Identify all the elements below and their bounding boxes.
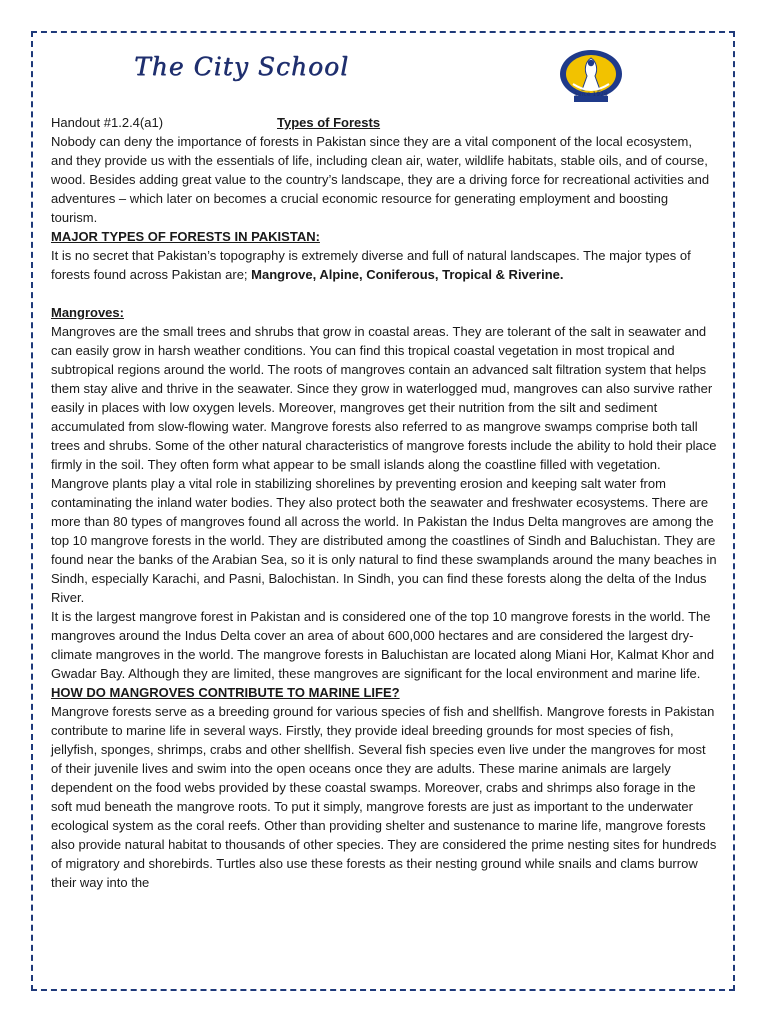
major-types-paragraph: [51, 246, 717, 284]
school-name: The City School: [134, 52, 350, 81]
document-body: [51, 113, 717, 892]
major-types-heading: MAJOR TYPES OF FORESTS IN PAKISTAN:: [51, 229, 320, 244]
handout-title: Types of Forests: [277, 115, 381, 130]
mangroves-paragraph-1: Mangroves are the small trees and shrubs that grow in coastal areas. They are tolerant of the salt in seawater and can easily grow in harsh weather conditions. You can find this tropical coastal vegetation in most tropical and subtropical regions around the world. The roots of mangroves contain an advanced salt filtration system that helps them stay alive and thrive in the seawater. Since they grow in waterlogged mud, mangroves can also survive rather easily in places with low oxygen levels. Moreover, mangroves get their nutrition from the silt and sediment accumulated from slow-flowing water. Mangrove forests also referred to as mangrove swamps comprise both tall trees and shrubs. Some of the other natural characteristics of mangrove forests include the ability to hold their place firmly in the soil. They often form what appear to be small islands along the coastline filled with vegetation. Mangrove plants play a vital role in stabilizing shorelines by preventing erosion and keeping salt water from contaminating the inland water bodies. They also protect both the seawater and freshwater ecosystems. There are more than 80 types of mangroves found all across the world. In Pakistan the Indus Delta mangroves are among the top 10 mangrove forests in the world. They are distributed among the coastlines of Sindh and Baluchistan. They are found near the banks of the Arabian Sea, so it is only natural to find these swamplands around the many beaches in Sindh, especially Karachi, and Pasni, Balochistan. In Sindh, you can find these forests along the delta of the Indus River.: [51, 324, 717, 605]
header: [130, 52, 650, 112]
marine-life-heading: HOW DO MANGROVES CONTRIBUTE TO MARINE LIFE?: [51, 685, 400, 700]
school-logo-icon: [558, 46, 624, 108]
intro-paragraph: Nobody can deny the importance of forests in Pakistan since they are a vital component of the local ecosystem, and they provide us with the essentials of life, including clean air, water, wildlife habitats, stable oils, and of course, wood. Besides adding great value to the country’s landscape, they are a driving force for recreational activities and adventures – which later on becomes a crucial economic resource for generating employment and boosting tourism.: [51, 134, 710, 225]
forest-types-list: Mangrove, Alpine, Coniferous, Tropical & Riverine.: [251, 267, 564, 282]
major-types-text: It is no secret that Pakistan’s topography is extremely diverse and full of natural landscapes. The major types of forests found across Pakistan are;: [51, 248, 691, 282]
marine-life-paragraph: Mangrove forests serve as a breeding ground for various species of fish and shellfish. Mangrove forests in Pakistan contribute to marine life in several ways. Firstly, they provide ideal breeding grounds for most species of fish, jellyfish, sponges, shrimps, crabs and other shellfish. Several fish species even live under the mangroves for most of their juvenile lives and swim into the open oceans once they are adults. These marine animals are largely dependent on the food webs provided by these coastal swamps. Moreover, crabs and shrimps also forage in the soft mud beneath the mangrove roots. To put it simply, mangrove forests are just as important to the underwater ecological system as the coral reefs. Other than providing shelter and sustenance to marine life, mangrove forests also provide natural habitat to thousands of other species. They are considered the prime nesting sites for hundreds of migratory and shorebirds. Turtles also use these forests as their nesting ground while snails and clams burrow their way into the: [51, 704, 717, 890]
handout-code: Handout #1.2.4(a1): [51, 115, 164, 130]
logo-since-text: Since 1978: [574, 91, 608, 98]
mangroves-heading: Mangroves:: [51, 305, 124, 320]
handout-line: [51, 113, 717, 132]
mangroves-paragraph-2: It is the largest mangrove forest in Pakistan and is considered one of the top 10 mangrove forests in the world. The mangroves around the Indus Delta cover an area of about 600,000 hectares and are considered the largest dry-climate mangroves in the world. The mangrove forests in Baluchistan are located along Miani Hor, Kalmat Khor and Gwadar Bay. Although they are limited, these mangroves are significant for the local environment and marine life.: [51, 609, 715, 681]
